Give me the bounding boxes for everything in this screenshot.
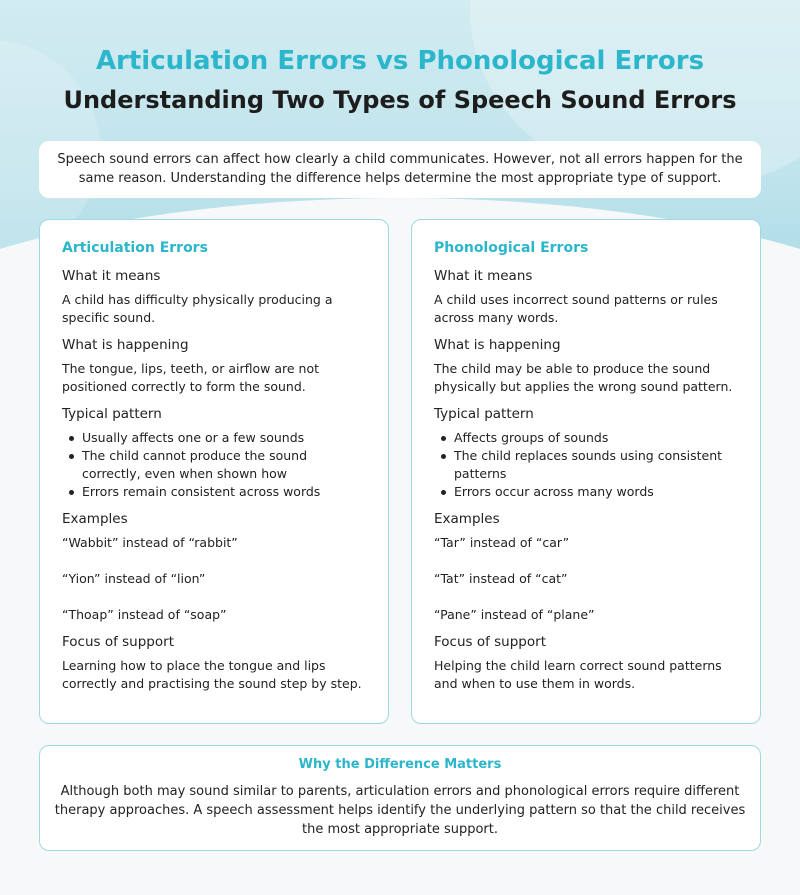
example-item: “Tar” instead of “car” xyxy=(434,535,570,550)
section-label: Examples xyxy=(62,511,128,527)
intro-box xyxy=(39,141,761,198)
phonological-title: Phonological Errors xyxy=(434,240,589,256)
section-label: What it means xyxy=(434,268,533,284)
happening-text: The tongue, lips, teeth, or airflow are not positioned correctly to form the sound. xyxy=(62,361,319,394)
why-box xyxy=(39,745,761,851)
list-item: The child cannot produce the sound correctly, even when shown how xyxy=(62,447,366,483)
list-item: Usually affects one or a few sounds xyxy=(62,429,366,447)
meaning-text: A child has difficulty physically producing a specific sound. xyxy=(62,292,333,325)
phonological-card xyxy=(411,219,761,724)
pattern-list xyxy=(62,429,366,501)
example-item: “Pane” instead of “plane” xyxy=(434,607,595,622)
intro-text: Speech sound errors can affect how clearly a child communicates. However, not all errors happen for the same reason. Understanding the difference helps determine the most appropriate type of support. xyxy=(57,152,743,186)
list-item: The child replaces sounds using consistent patterns xyxy=(434,447,738,483)
focus-text: Learning how to place the tongue and lips correctly and practising the sound step by step. xyxy=(62,658,362,691)
list-item: Errors remain consistent across words xyxy=(62,483,366,501)
section-label: Focus of support xyxy=(62,634,174,650)
section-label: Focus of support xyxy=(434,634,546,650)
list-item: Affects groups of sounds xyxy=(434,429,738,447)
section-label: Examples xyxy=(434,511,500,527)
pattern-list xyxy=(434,429,738,501)
example-item: “Yion” instead of “lion” xyxy=(62,571,206,586)
example-item: “Wabbit” instead of “rabbit” xyxy=(62,535,238,550)
section-label: What it means xyxy=(62,268,161,284)
example-item: “Thoap” instead of “soap” xyxy=(62,607,227,622)
articulation-card xyxy=(39,219,389,724)
page-subtitle: Understanding Two Types of Speech Sound Errors xyxy=(63,86,737,114)
why-text: Although both may sound similar to parents, articulation errors and phonological errors require different therapy approaches. A speech assessment helps identify the underlying pattern so that the child receives the most appropriate support. xyxy=(54,784,746,837)
page-title: Articulation Errors vs Phonological Errors xyxy=(95,46,705,76)
meaning-text: A child uses incorrect sound patterns or rules across many words. xyxy=(434,292,718,325)
articulation-title: Articulation Errors xyxy=(62,240,208,256)
example-item: “Tat” instead of “cat” xyxy=(434,571,568,586)
focus-text: Helping the child learn correct sound patterns and when to use them in words. xyxy=(434,658,722,691)
section-label: What is happening xyxy=(434,337,561,353)
happening-text: The child may be able to produce the sound physically but applies the wrong sound pattern. xyxy=(434,361,733,394)
section-label: Typical pattern xyxy=(62,406,162,422)
why-title: Why the Difference Matters xyxy=(298,757,502,772)
list-item: Errors occur across many words xyxy=(434,483,738,501)
section-label: Typical pattern xyxy=(434,406,534,422)
section-label: What is happening xyxy=(62,337,189,353)
